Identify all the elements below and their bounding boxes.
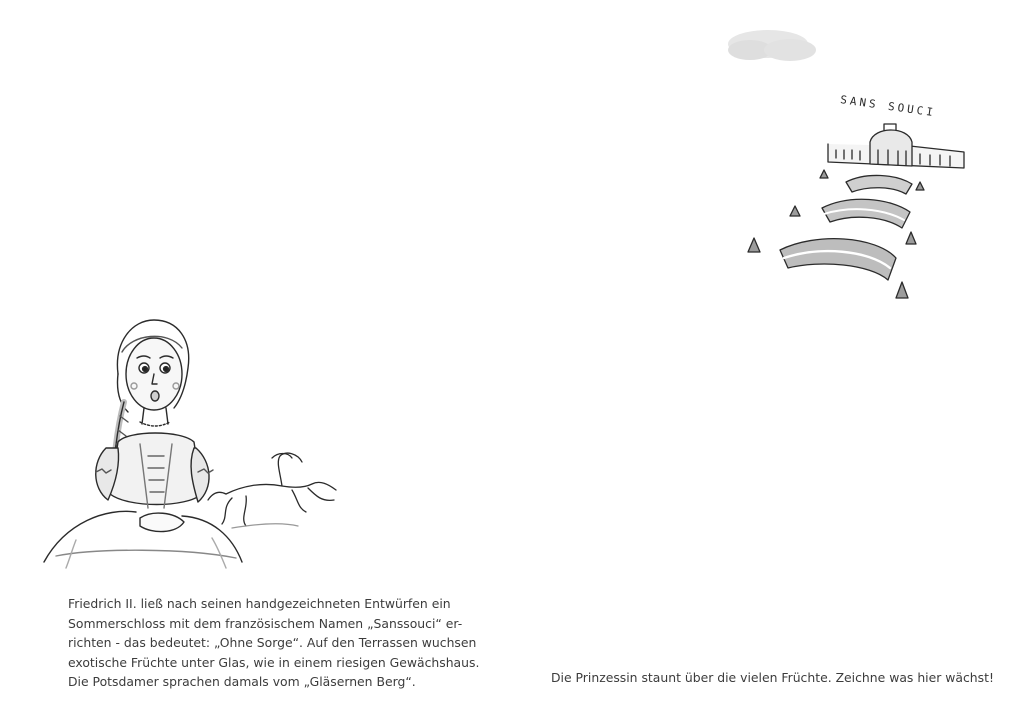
- princess-and-dog-illustration: [36, 312, 348, 580]
- body-text-line-5: Die Potsdamer sprachen damals vom „Gläsernen Berg“.: [68, 674, 416, 690]
- body-text-line-2: Sommerschloss mit dem französischem Namen „Sanssouci“ er-: [68, 615, 463, 631]
- body-text-line-1: Friedrich II. ließ nach seinen handgezeichneten Entwürfen ein: [68, 596, 451, 611]
- sanssouci-palace-illustration: [720, 18, 990, 308]
- body-text-paragraph: [68, 594, 488, 692]
- sanssouci-hand-label: SANS SOUCI: [839, 93, 937, 120]
- body-text-line-4: exotische Früchte unter Glas, wie in einem riesigen Gewächshaus.: [68, 654, 480, 670]
- drawing-prompt-caption: Die Prinzessin staunt über die vielen Früchte. Zeichne was hier wächst!: [551, 670, 994, 685]
- body-text-line-3: richten - das bedeutet: „Ohne Sorge“. Auf den Terrassen wuchsen: [68, 635, 477, 651]
